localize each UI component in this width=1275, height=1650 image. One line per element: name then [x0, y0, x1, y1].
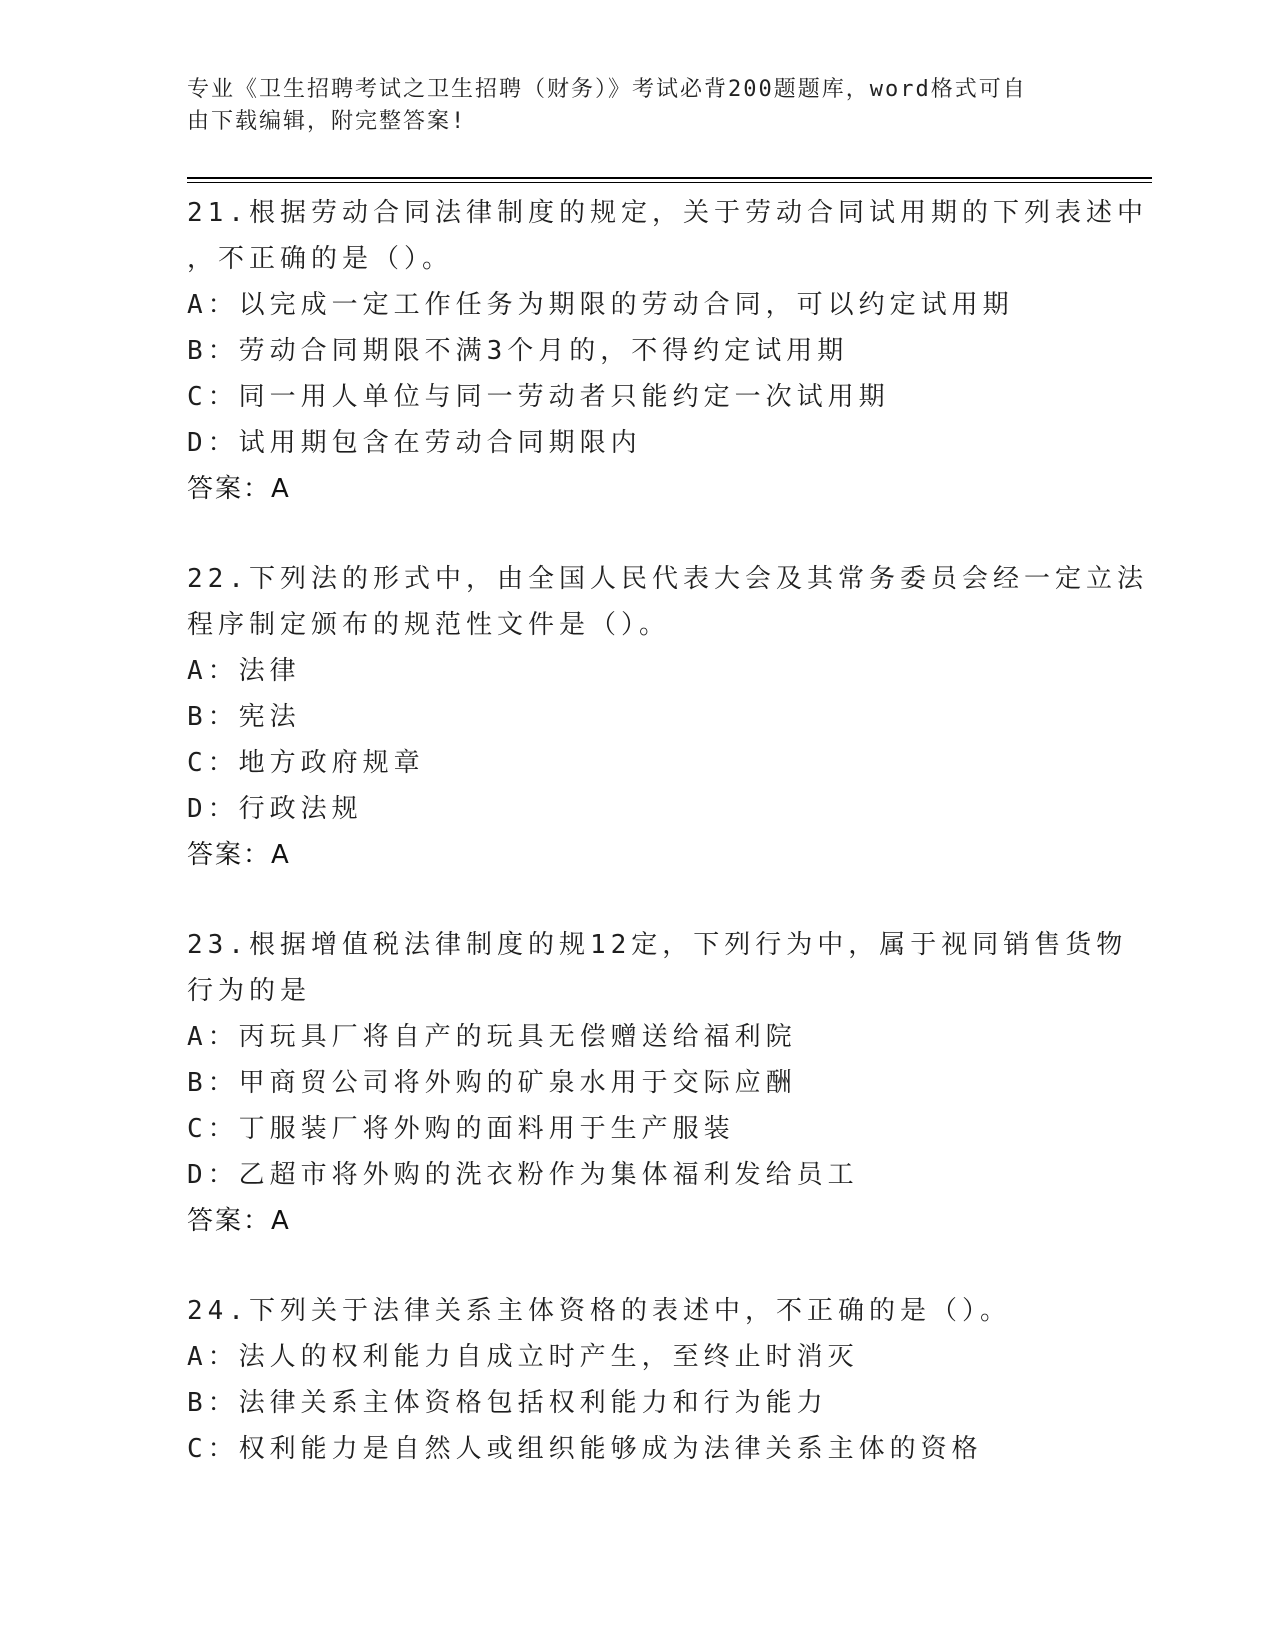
document-header — [187, 74, 1067, 138]
option-b: B：甲商贸公司将外购的矿泉水用于交际应酬 — [187, 1068, 797, 1098]
answer: 答案：A — [187, 840, 291, 870]
answer: 答案：A — [187, 1206, 291, 1236]
question-21 — [187, 190, 1148, 512]
question-stem-line-1: 23.根据增值税法律制度的规12定，下列行为中，属于视同销售货物 — [187, 930, 1128, 960]
option-c: C：丁服装厂将外购的面料用于生产服装 — [187, 1114, 735, 1144]
option-a: A：以完成一定工作任务为期限的劳动合同，可以约定试用期 — [187, 290, 1014, 320]
option-d: D：试用期包含在劳动合同期限内 — [187, 428, 642, 458]
option-b: B：法律关系主体资格包括权利能力和行为能力 — [187, 1388, 828, 1418]
question-stem-line-2: 行为的是 — [187, 976, 312, 1006]
option-a: A：法人的权利能力自成立时产生，至终止时消灭 — [187, 1342, 859, 1372]
option-c: C：权利能力是自然人或组织能够成为法律关系主体的资格 — [187, 1434, 983, 1464]
question-22 — [187, 556, 1148, 878]
question-stem-line-2: 程序制定颁布的规范性文件是（）。 — [187, 610, 671, 640]
option-c: C：地方政府规章 — [187, 748, 425, 778]
question-23 — [187, 922, 1128, 1244]
question-24 — [187, 1288, 1087, 1472]
answer: 答案：A — [187, 474, 291, 504]
question-stem-line-1: 24.下列关于法律关系主体资格的表述中，不正确的是（）。 — [187, 1296, 1011, 1326]
question-list — [187, 190, 1148, 1516]
option-b: B：宪法 — [187, 702, 301, 732]
question-stem-line-1: 21.根据劳动合同法律制度的规定，关于劳动合同试用期的下列表述中 — [187, 198, 1148, 228]
question-stem-line-1: 22.下列法的形式中，由全国人民代表大会及其常务委员会经一定立法 — [187, 564, 1148, 594]
option-d: D：乙超市将外购的洗衣粉作为集体福利发给员工 — [187, 1160, 859, 1190]
option-d: D：行政法规 — [187, 794, 363, 824]
question-stem-line-2: ，不正确的是（）。 — [187, 244, 454, 274]
header-line-1: 专业《卫生招聘考试之卫生招聘（财务）》考试必背200题题库，word格式可自 — [187, 77, 1027, 102]
option-a: A：法律 — [187, 656, 301, 686]
header-divider-thick — [187, 177, 1152, 179]
option-b: B：劳动合同期限不满3个月的，不得约定试用期 — [187, 336, 849, 366]
option-c: C：同一用人单位与同一劳动者只能约定一次试用期 — [187, 382, 890, 412]
header-line-2: 由下载编辑，附完整答案! — [187, 109, 467, 134]
option-a: A：丙玩具厂将自产的玩具无偿赠送给福利院 — [187, 1022, 797, 1052]
header-divider-thin — [187, 182, 1152, 183]
